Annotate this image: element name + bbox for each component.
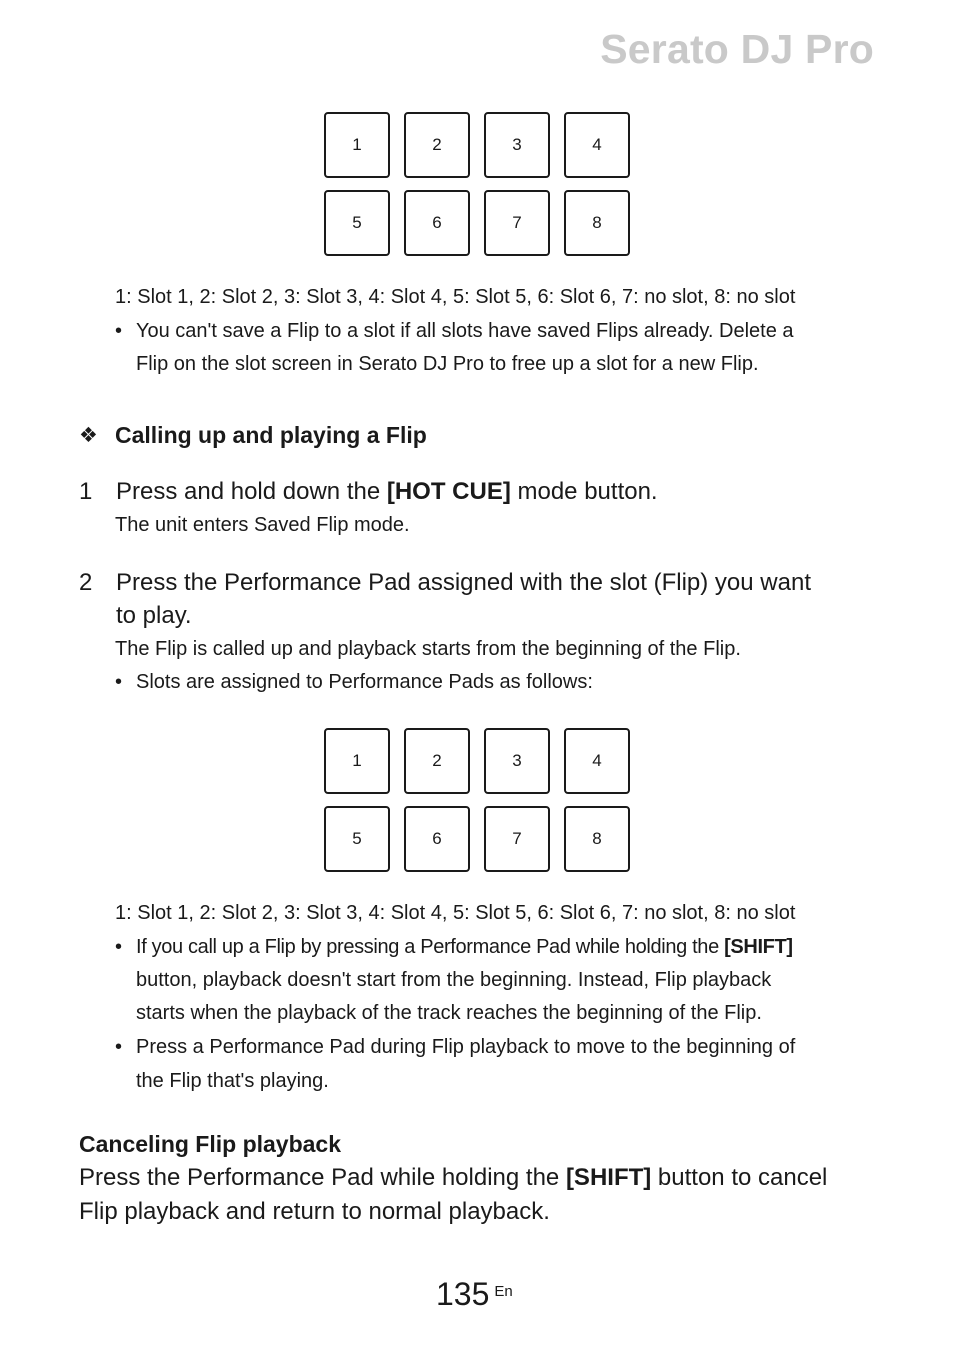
bullet-icon: •	[115, 671, 123, 693]
paragraph-line: Flip playback and return to normal playback.	[79, 1198, 550, 1225]
step-1	[79, 475, 658, 508]
performance-pad-6: 6	[404, 190, 470, 256]
bullet-item	[115, 666, 593, 699]
slot-mapping-text: 1: Slot 1, 2: Slot 2, 3: Slot 3, 4: Slot 4, 5: Slot 5, 6: Slot 6, 7: no slot, 8: no slot	[115, 286, 796, 308]
step-result: The Flip is called up and playback starts from the beginning of the Flip.	[115, 638, 741, 660]
shift-button-label: [SHIFT]	[724, 936, 793, 958]
performance-pad-7: 7	[484, 190, 550, 256]
step-number: 1	[79, 478, 93, 505]
cancel-instructions	[79, 1161, 827, 1229]
performance-pad-1: 1	[324, 112, 390, 178]
performance-pad-7: 7	[484, 806, 550, 872]
language-code: En	[494, 1283, 513, 1300]
hot-cue-button-label: [HOT CUE]	[386, 478, 511, 505]
document-header-title: Serato DJ Pro	[600, 26, 874, 72]
bullet-text: Slots are assigned to Performance Pads as follows:	[136, 671, 593, 693]
note-shift-call-up	[115, 931, 793, 1030]
performance-pad-8: 8	[564, 806, 630, 872]
performance-pad-5: 5	[324, 190, 390, 256]
note-text-line: button, playback doesn't start from the beginning. Instead, Flip playback	[136, 969, 772, 991]
note-text-line: Flip on the slot screen in Serato DJ Pro to free up a slot for a new Flip.	[136, 353, 759, 375]
performance-pad-2: 2	[404, 728, 470, 794]
note-text-line: If you call up a Flip by pressing a Performance Pad while holding the [SHIFT]	[136, 936, 793, 958]
note-text-line: Press a Performance Pad during Flip playback to move to the beginning of	[136, 1036, 796, 1058]
page-footer	[436, 1276, 513, 1313]
bullet-icon: •	[115, 320, 123, 342]
section-title: Calling up and playing a Flip	[115, 422, 427, 448]
performance-pad-3: 3	[484, 728, 550, 794]
performance-pad-8: 8	[564, 190, 630, 256]
performance-pad-4: 4	[564, 112, 630, 178]
note-slots-full	[115, 315, 794, 381]
shift-button-label: [SHIFT]	[565, 1164, 652, 1191]
slot-mapping-text: 1: Slot 1, 2: Slot 2, 3: Slot 3, 4: Slot 4, 5: Slot 5, 6: Slot 6, 7: no slot, 8: no slot	[115, 902, 796, 924]
performance-pad-4: 4	[564, 728, 630, 794]
step-instruction-line: Press the Performance Pad assigned with the slot (Flip) you want	[116, 569, 811, 596]
performance-pad-5: 5	[324, 806, 390, 872]
note-text-line: the Flip that's playing.	[136, 1070, 329, 1092]
diamond-bullet-icon: ❖	[79, 424, 98, 447]
note-text-line: You can't save a Flip to a slot if all slots have saved Flips already. Delete a	[136, 320, 794, 342]
step-instruction-line: to play.	[116, 602, 192, 629]
performance-pad-6: 6	[404, 806, 470, 872]
subsection-heading: Canceling Flip playback	[79, 1131, 342, 1157]
performance-pad-1: 1	[324, 728, 390, 794]
bullet-icon: •	[115, 1036, 123, 1058]
note-text-line: starts when the playback of the track reaches the beginning of the Flip.	[136, 1002, 762, 1024]
pad-grid-diagram	[324, 112, 630, 256]
step-number: 2	[79, 569, 93, 596]
note-pad-during-playback	[115, 1030, 795, 1098]
section-heading	[79, 422, 427, 449]
performance-pad-2: 2	[404, 112, 470, 178]
pad-grid-diagram	[324, 728, 630, 872]
paragraph-line: Press the Performance Pad while holding the [SHIFT] button to cancel	[79, 1164, 828, 1191]
page-number: 135	[436, 1276, 490, 1312]
step-2	[79, 566, 811, 632]
step-instruction: Press and hold down the [HOT CUE] mode button.	[116, 478, 658, 505]
performance-pad-3: 3	[484, 112, 550, 178]
bullet-icon: •	[115, 936, 123, 958]
step-result: The unit enters Saved Flip mode.	[115, 514, 410, 536]
